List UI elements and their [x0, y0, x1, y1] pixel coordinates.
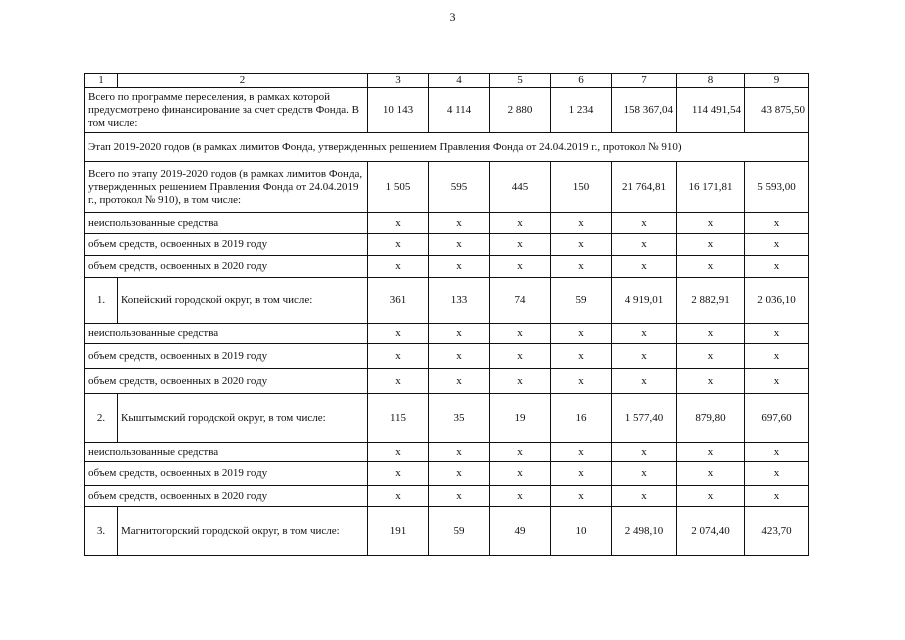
value-cell-col7: 158 367,04	[612, 88, 677, 133]
value-cell-col6: x	[551, 462, 612, 486]
value-cell-col9: 5 593,00	[745, 162, 809, 213]
row-label: неиспользованные средства	[85, 213, 368, 234]
value-cell-col8: x	[677, 443, 745, 462]
value-cell-col9: 423,70	[745, 507, 809, 556]
value-cell-col6: x	[551, 213, 612, 234]
row-label: объем средств, освоенных в 2019 году	[85, 462, 368, 486]
value-cell-col6: x	[551, 344, 612, 369]
value-cell-col8: 16 171,81	[677, 162, 745, 213]
table-row	[85, 256, 809, 278]
value-cell-col4: x	[429, 324, 490, 344]
value-cell-col8: x	[677, 486, 745, 507]
value-cell-col4: x	[429, 344, 490, 369]
value-cell-col8: 2 074,40	[677, 507, 745, 556]
row-label: объем средств, освоенных в 2020 году	[85, 256, 368, 278]
value-cell-col8: x	[677, 234, 745, 256]
column-header-7: 7	[612, 74, 677, 88]
value-cell-col7: x	[612, 344, 677, 369]
table-row	[85, 162, 809, 213]
value-cell-col4: x	[429, 369, 490, 394]
row-label: объем средств, освоенных в 2020 году	[85, 486, 368, 507]
header-row	[85, 74, 809, 88]
column-header-1: 1	[85, 74, 118, 88]
table-row	[85, 213, 809, 234]
value-cell-col3: x	[368, 213, 429, 234]
value-cell-col7: 2 498,10	[612, 507, 677, 556]
value-cell-col9: x	[745, 256, 809, 278]
value-cell-col7: x	[612, 234, 677, 256]
value-cell-col8: x	[677, 256, 745, 278]
value-cell-col4: 133	[429, 278, 490, 324]
value-cell-col5: x	[490, 234, 551, 256]
value-cell-col4: 595	[429, 162, 490, 213]
row-number: 3.	[85, 507, 118, 556]
value-cell-col5: 74	[490, 278, 551, 324]
relocation-program-table	[84, 73, 809, 556]
row-number: 1.	[85, 278, 118, 324]
value-cell-col4: x	[429, 486, 490, 507]
column-header-8: 8	[677, 74, 745, 88]
value-cell-col3: x	[368, 443, 429, 462]
value-cell-col7: x	[612, 324, 677, 344]
value-cell-col7: x	[612, 443, 677, 462]
value-cell-col9: x	[745, 486, 809, 507]
value-cell-col4: x	[429, 213, 490, 234]
value-cell-col5: x	[490, 462, 551, 486]
table-row	[85, 369, 809, 394]
page-number: 3	[449, 10, 456, 24]
value-cell-col8: x	[677, 344, 745, 369]
value-cell-col7: 4 919,01	[612, 278, 677, 324]
value-cell-col8: x	[677, 213, 745, 234]
table-row	[85, 133, 809, 162]
value-cell-col3: x	[368, 234, 429, 256]
value-cell-col7: x	[612, 462, 677, 486]
table-row	[85, 344, 809, 369]
value-cell-col7: 21 764,81	[612, 162, 677, 213]
table-row	[85, 394, 809, 443]
table-row	[85, 443, 809, 462]
value-cell-col8: 879,80	[677, 394, 745, 443]
table-row	[85, 462, 809, 486]
value-cell-col3: 361	[368, 278, 429, 324]
value-cell-col9: x	[745, 213, 809, 234]
value-cell-col6: 10	[551, 507, 612, 556]
value-cell-col5: 19	[490, 394, 551, 443]
value-cell-col6: 16	[551, 394, 612, 443]
value-cell-col6: 1 234	[551, 88, 612, 133]
row-label: неиспользованные средства	[85, 324, 368, 344]
value-cell-col9: x	[745, 344, 809, 369]
row-label: Магнитогорский городской округ, в том числе:	[118, 507, 368, 556]
table-row	[85, 486, 809, 507]
value-cell-col9: 2 036,10	[745, 278, 809, 324]
column-header-4: 4	[429, 74, 490, 88]
value-cell-col6: 59	[551, 278, 612, 324]
value-cell-col8: x	[677, 324, 745, 344]
value-cell-col7: x	[612, 256, 677, 278]
value-cell-col6: x	[551, 486, 612, 507]
value-cell-col8: 2 882,91	[677, 278, 745, 324]
table-row	[85, 324, 809, 344]
value-cell-col4: 4 114	[429, 88, 490, 133]
column-header-9: 9	[745, 74, 809, 88]
value-cell-col4: 59	[429, 507, 490, 556]
table-row	[85, 234, 809, 256]
value-cell-col7: x	[612, 369, 677, 394]
value-cell-col4: x	[429, 256, 490, 278]
value-cell-col5: 445	[490, 162, 551, 213]
value-cell-col7: x	[612, 486, 677, 507]
column-header-5: 5	[490, 74, 551, 88]
value-cell-col5: x	[490, 256, 551, 278]
value-cell-col9: x	[745, 234, 809, 256]
row-label: объем средств, освоенных в 2020 году	[85, 369, 368, 394]
row-number: 2.	[85, 394, 118, 443]
value-cell-col5: x	[490, 344, 551, 369]
value-cell-col3: 191	[368, 507, 429, 556]
row-label: неиспользованные средства	[85, 443, 368, 462]
value-cell-col9: 43 875,50	[745, 88, 809, 133]
row-label: объем средств, освоенных в 2019 году	[85, 344, 368, 369]
value-cell-col5: x	[490, 369, 551, 394]
value-cell-col6: x	[551, 234, 612, 256]
row-label: Копейский городской округ, в том числе:	[118, 278, 368, 324]
value-cell-col7: 1 577,40	[612, 394, 677, 443]
table-body	[85, 74, 809, 556]
row-label: Кыштымский городской округ, в том числе:	[118, 394, 368, 443]
row-label: Всего по программе переселения, в рамках которой предусмотрено финансирование за счет средств Фонда. В том числе:	[85, 88, 368, 133]
value-cell-col9: x	[745, 462, 809, 486]
value-cell-col3: 115	[368, 394, 429, 443]
row-label: объем средств, освоенных в 2019 году	[85, 234, 368, 256]
value-cell-col9: x	[745, 324, 809, 344]
value-cell-col4: x	[429, 462, 490, 486]
value-cell-col4: 35	[429, 394, 490, 443]
value-cell-col5: 2 880	[490, 88, 551, 133]
value-cell-col7: x	[612, 213, 677, 234]
value-cell-col3: x	[368, 462, 429, 486]
value-cell-col6: x	[551, 256, 612, 278]
column-header-3: 3	[368, 74, 429, 88]
value-cell-col6: x	[551, 443, 612, 462]
table-row	[85, 278, 809, 324]
value-cell-col9: x	[745, 369, 809, 394]
value-cell-col5: 49	[490, 507, 551, 556]
table-row	[85, 507, 809, 556]
value-cell-col3: 10 143	[368, 88, 429, 133]
value-cell-col9: 697,60	[745, 394, 809, 443]
value-cell-col5: x	[490, 443, 551, 462]
value-cell-col8: x	[677, 462, 745, 486]
value-cell-col3: x	[368, 256, 429, 278]
column-header-6: 6	[551, 74, 612, 88]
value-cell-col3: 1 505	[368, 162, 429, 213]
value-cell-col6: 150	[551, 162, 612, 213]
value-cell-col5: x	[490, 486, 551, 507]
table-row	[85, 88, 809, 133]
value-cell-col8: 114 491,54	[677, 88, 745, 133]
value-cell-col4: x	[429, 234, 490, 256]
value-cell-col3: x	[368, 324, 429, 344]
column-header-2: 2	[118, 74, 368, 88]
value-cell-col8: x	[677, 369, 745, 394]
stage-title: Этап 2019-2020 годов (в рамках лимитов Фонда, утвержденных решением Правления Фонда от 24.04.2019 г., протокол № 910)	[85, 133, 809, 162]
value-cell-col9: x	[745, 443, 809, 462]
value-cell-col3: x	[368, 369, 429, 394]
value-cell-col5: x	[490, 213, 551, 234]
value-cell-col5: x	[490, 324, 551, 344]
value-cell-col4: x	[429, 443, 490, 462]
value-cell-col3: x	[368, 486, 429, 507]
value-cell-col6: x	[551, 369, 612, 394]
row-label: Всего по этапу 2019-2020 годов (в рамках лимитов Фонда, утвержденных решением Правления Фонда от 24.04.2019 г., протокол № 910), в том числе:	[85, 162, 368, 213]
value-cell-col3: x	[368, 344, 429, 369]
value-cell-col6: x	[551, 324, 612, 344]
